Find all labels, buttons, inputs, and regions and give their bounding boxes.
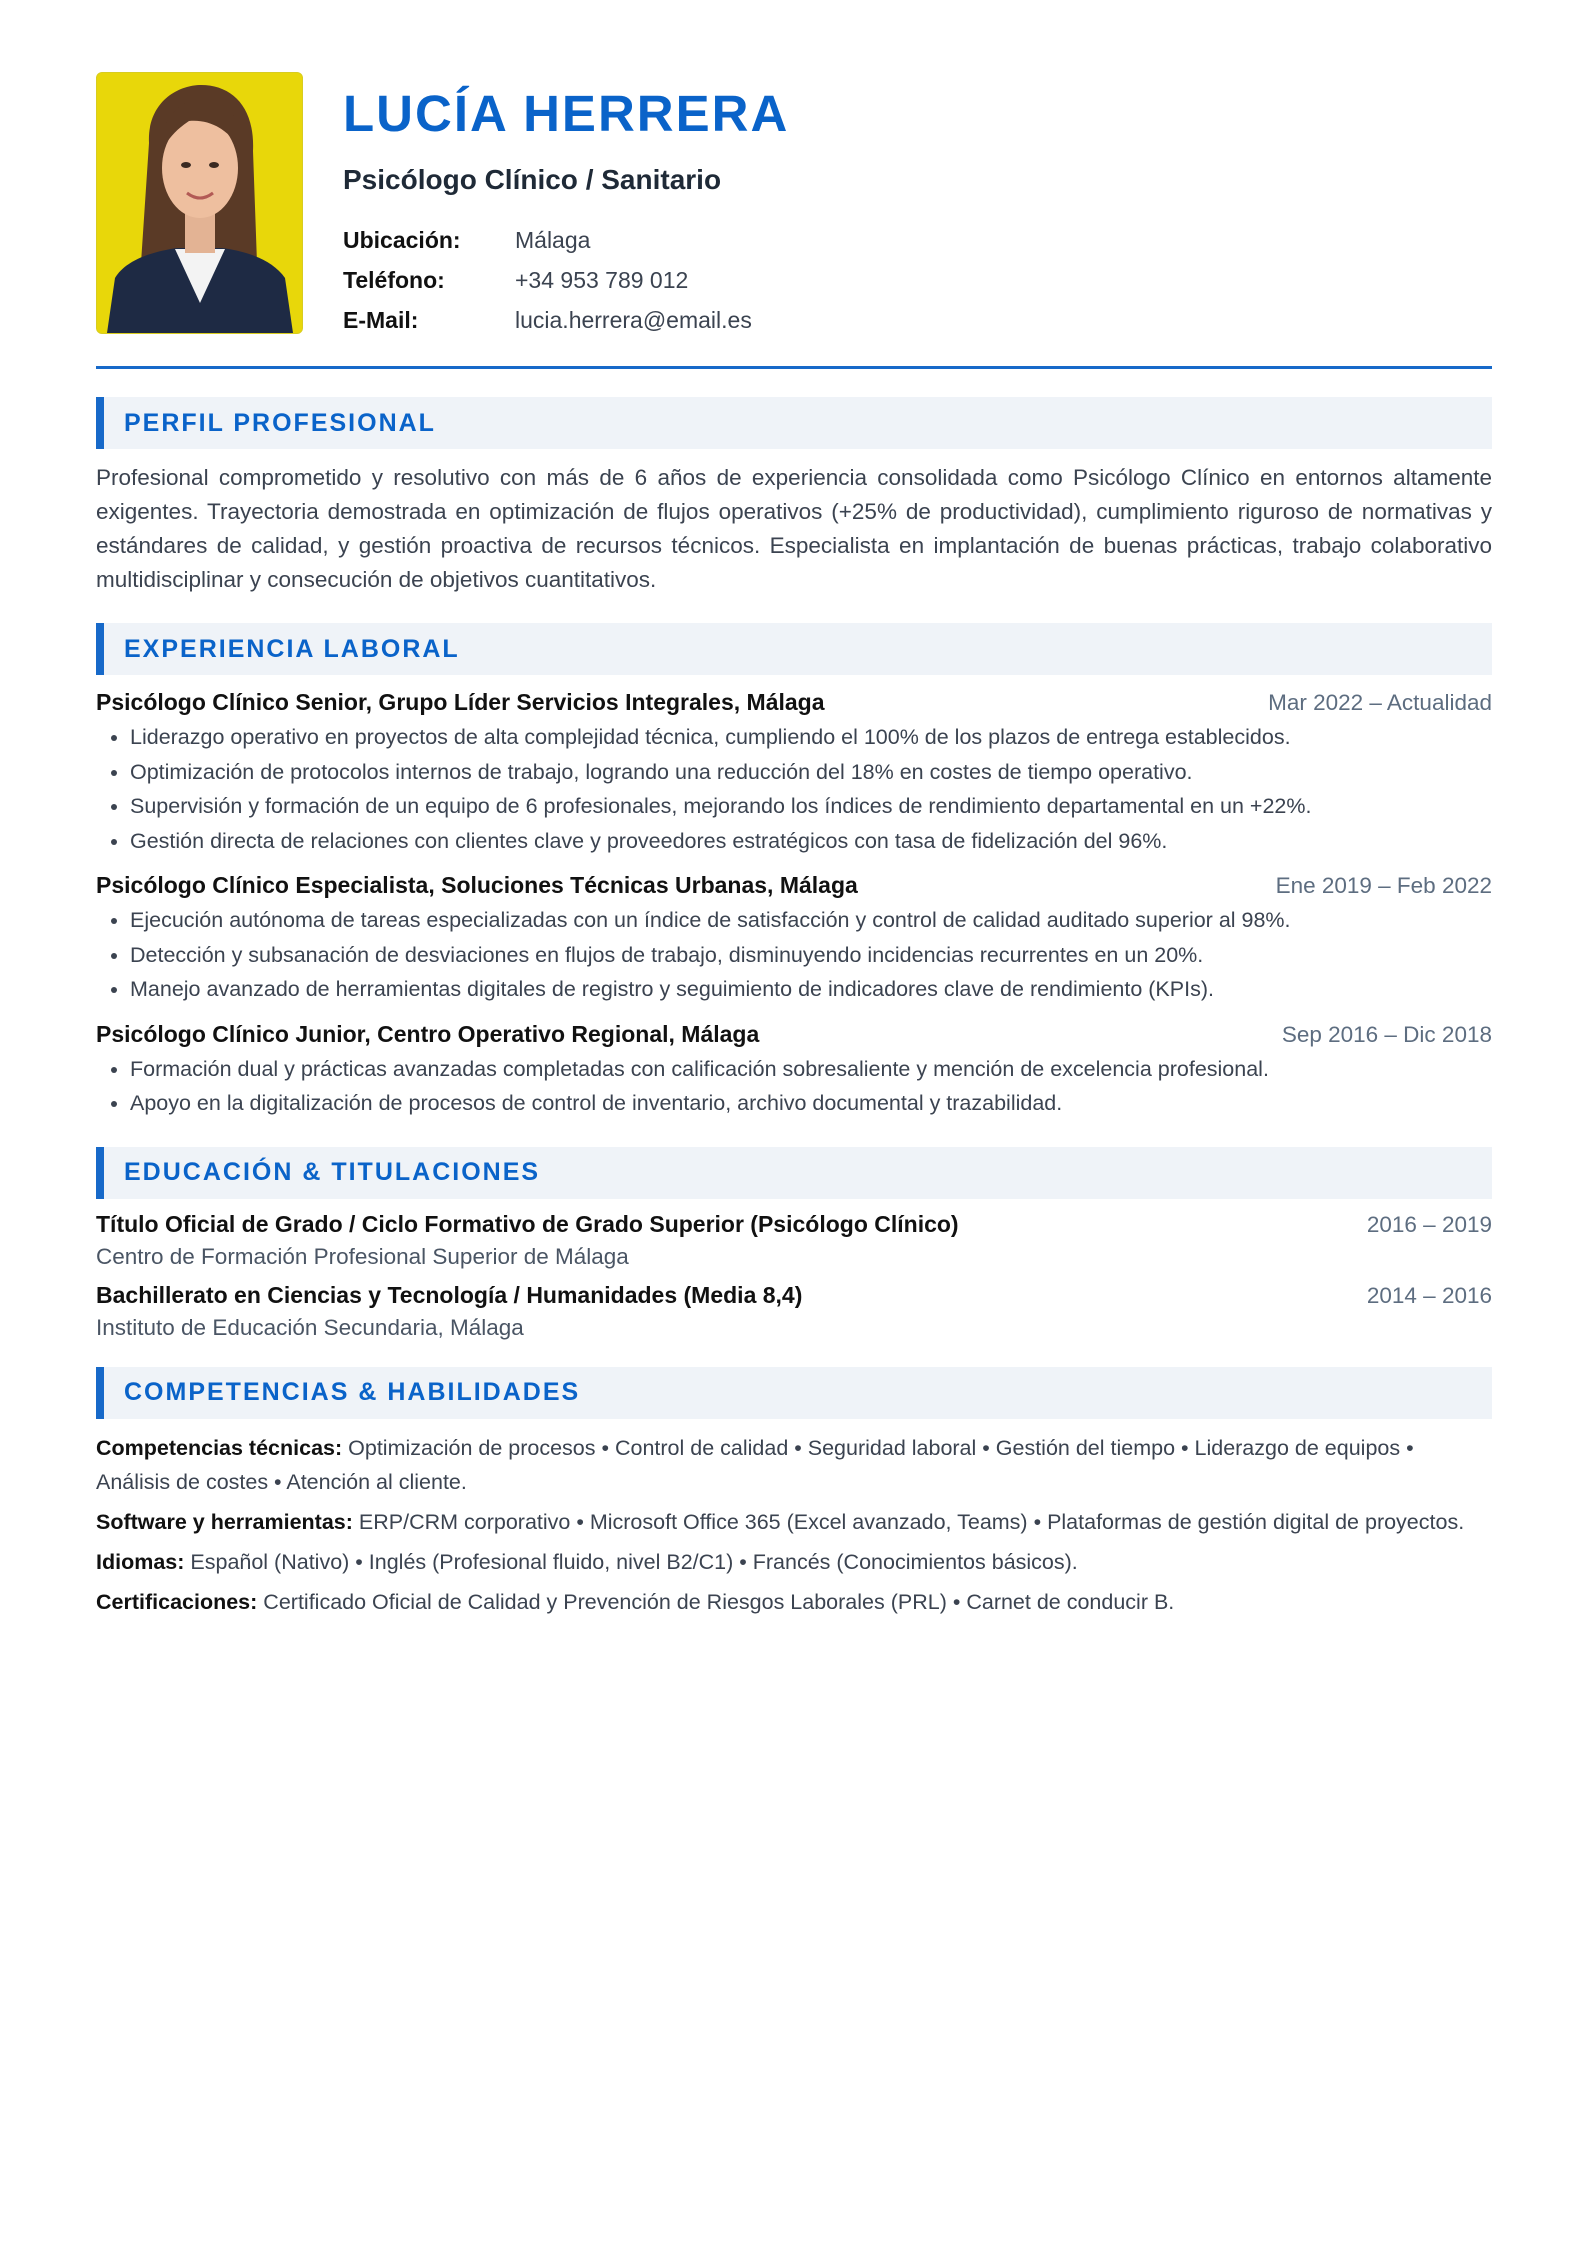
section-title: EDUCACIÓN & TITULACIONES <box>124 1158 541 1186</box>
section-header-experience <box>96 623 1492 675</box>
contact-label: Teléfono: <box>343 267 445 293</box>
list-item: • Manejo avanzado de herramientas digitales de registro y seguimiento de indicadores clave de rendimiento (KPIs). <box>130 972 1492 1007</box>
list-item: • Gestión directa de relaciones con clientes clave y proveedores estratégicos con tasa de fidelización del 96%. <box>130 824 1492 859</box>
resume-header <box>96 72 1492 369</box>
education-institution: Centro de Formación Profesional Superior de Málaga <box>96 1243 629 1269</box>
section-header-education <box>96 1147 1492 1199</box>
section-header-profile <box>96 397 1492 449</box>
skill-label: Idiomas: <box>96 1549 185 1574</box>
section-title: COMPETENCIAS & HABILIDADES <box>124 1378 581 1406</box>
job-entry <box>96 1021 1492 1121</box>
skill-label: Software y herramientas: <box>96 1509 353 1534</box>
portrait-illustration <box>97 73 302 333</box>
contact-label: E-Mail: <box>343 307 419 333</box>
list-item: • Optimización de protocolos internos de trabajo, logrando una reducción del 18% en costes de tiempo operativo. <box>130 755 1492 790</box>
education-title: Bachillerato en Ciencias y Tecnología / Humanidades (Media 8,4) <box>96 1281 803 1308</box>
job-title: Psicólogo Clínico Junior, Centro Operativo Regional, Málaga <box>96 1020 760 1047</box>
skill-label: Competencias técnicas: <box>96 1435 343 1460</box>
skill-text: Optimización de procesos • Control de calidad • Seguridad laboral • Gestión del tiempo • Liderazgo de equipos • Análisis de costes • Atención al cliente. <box>96 1435 1414 1494</box>
job-date: Mar 2022 – Actualidad <box>1268 690 1492 715</box>
skill-line <box>96 1545 1492 1579</box>
education-entry <box>96 1211 1492 1270</box>
job-bullets <box>96 1052 1492 1121</box>
job-date: Ene 2019 – Feb 2022 <box>1275 873 1492 898</box>
skill-line <box>96 1431 1492 1499</box>
education-header <box>96 1211 1492 1238</box>
education-date: 2014 – 2016 <box>1366 1282 1492 1308</box>
list-item: • Detección y subsanación de desviaciones en flujos de trabajo, disminuyendo incidencias recurrentes en un 20%. <box>130 938 1492 973</box>
skill-text: ERP/CRM corporativo • Microsoft Office 365 (Excel avanzado, Teams) • Plataformas de gestión digital de proyectos. <box>358 1509 1465 1534</box>
header-info <box>343 72 789 340</box>
contact-email <box>343 300 789 340</box>
contact-value: +34 953 789 012 <box>515 267 689 293</box>
section-title: PERFIL PROFESIONAL <box>124 408 436 437</box>
list-item: • Ejecución autónoma de tareas especializadas con un índice de satisfacción y control de calidad auditado superior al 98%. <box>130 903 1492 938</box>
contact-phone <box>343 260 789 300</box>
contact-label: Ubicación: <box>343 227 461 253</box>
contact-location <box>343 220 789 260</box>
section-header-skills <box>96 1367 1492 1419</box>
education-header <box>96 1282 1492 1309</box>
section-title: EXPERIENCIA LABORAL <box>124 634 460 663</box>
job-header <box>96 689 1492 716</box>
skill-text: Certificado Oficial de Calidad y Prevención de Riesgos Laborales (PRL) • Carnet de conducir B. <box>263 1589 1175 1614</box>
contact-value: Málaga <box>515 227 591 253</box>
list-item: • Apoyo en la digitalización de procesos de control de inventario, archivo documental y trazabilidad. <box>130 1086 1492 1121</box>
job-bullets <box>96 720 1492 858</box>
job-entry <box>96 689 1492 858</box>
job-entry <box>96 872 1492 1007</box>
job-title: Psicólogo Clínico Especialista, Soluciones Técnicas Urbanas, Málaga <box>96 872 858 898</box>
candidate-name: LUCÍA HERRERA <box>343 85 790 142</box>
job-header <box>96 1021 1492 1048</box>
job-date: Sep 2016 – Dic 2018 <box>1281 1021 1492 1047</box>
skills-list <box>96 1431 1492 1619</box>
profile-photo <box>96 72 303 334</box>
candidate-role: Psicólogo Clínico / Sanitario <box>343 164 722 195</box>
list-item: • Liderazgo operativo en proyectos de alta complejidad técnica, cumpliendo el 100% de los plazos de entrega establecidos. <box>130 720 1492 755</box>
list-item: • Supervisión y formación de un equipo de 6 profesionales, mejorando los índices de rendimiento departamental en un +22%. <box>130 789 1492 824</box>
skill-line <box>96 1505 1492 1539</box>
education-date: 2016 – 2019 <box>1366 1211 1492 1237</box>
education-title: Título Oficial de Grado / Ciclo Formativo de Grado Superior (Psicólogo Clínico) <box>96 1210 959 1237</box>
job-title: Psicólogo Clínico Senior, Grupo Líder Servicios Integrales, Málaga <box>96 689 825 715</box>
contact-list <box>343 220 789 340</box>
contact-value: lucia.herrera@email.es <box>515 307 752 333</box>
skill-line <box>96 1585 1492 1619</box>
skill-text: Español (Nativo) • Inglés (Profesional fluido, nivel B2/C1) • Francés (Conocimientos básicos). <box>190 1549 1078 1574</box>
job-bullets <box>96 903 1492 1007</box>
skill-label: Certificaciones: <box>96 1589 258 1614</box>
profile-text: Profesional comprometido y resolutivo con más de 6 años de experiencia consolidada como Psicólogo Clínico en entornos altamente exigentes. Trayectoria demostrada en optimización de flujos operativos (+25% de productividad), cumplimiento riguroso de normativas y estándares de calidad, y gestión proactiva de recursos técnicos. Especialista en implantación de buenas prácticas, trabajo colaborativo multidisciplinar y consecución de objetivos cuantitativos. <box>96 465 1492 592</box>
education-institution: Instituto de Educación Secundaria, Málaga <box>96 1314 524 1340</box>
education-entry <box>96 1282 1492 1341</box>
list-item: • Formación dual y prácticas avanzadas completadas con calificación sobresaliente y mención de excelencia profesional. <box>130 1052 1492 1087</box>
job-header <box>96 872 1492 899</box>
